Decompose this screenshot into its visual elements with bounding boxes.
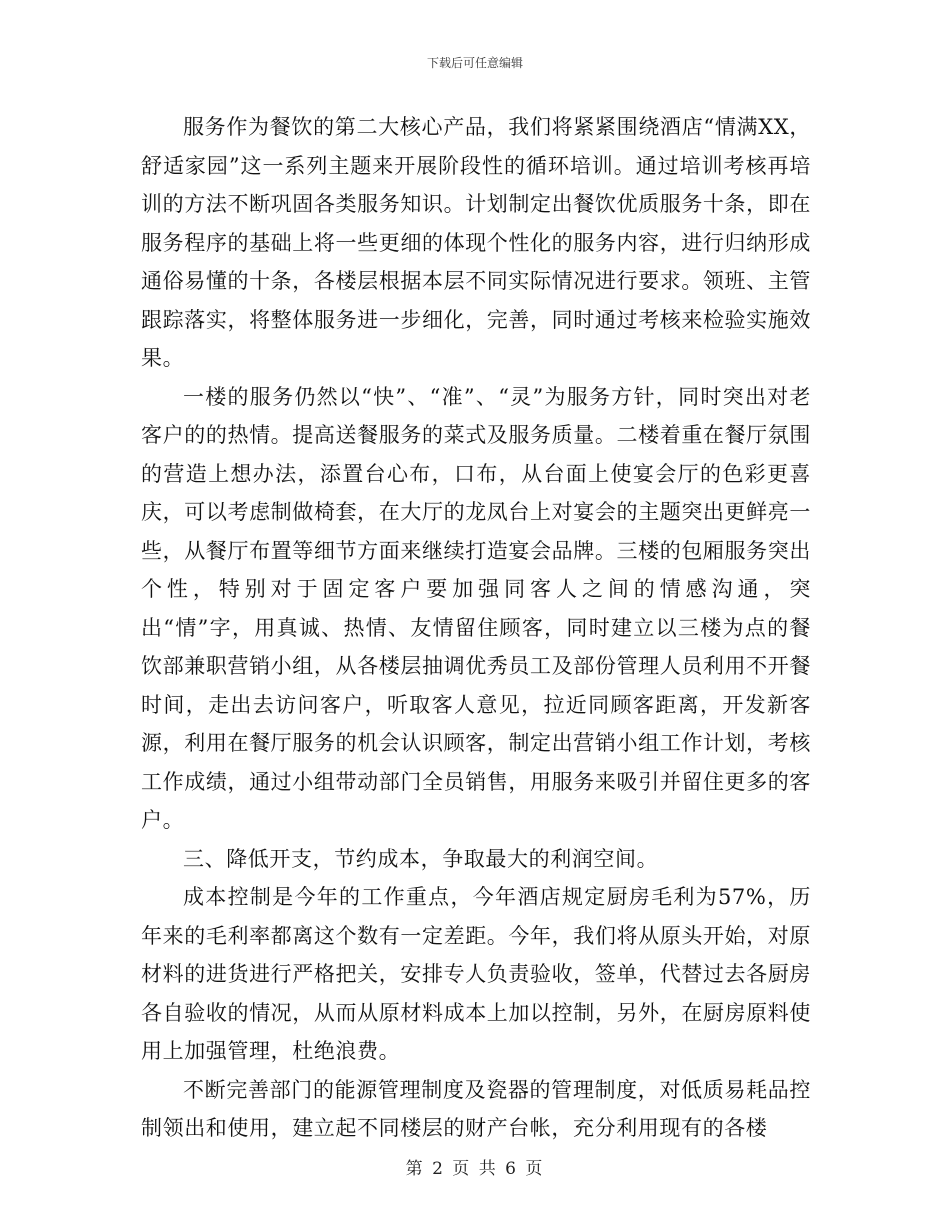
paragraph-cost-control: 成本控制是今年的工作重点，今年酒店规定厨房毛利为57%，历年来的毛利率都离这个数有一定差距。今年，我们将从原头开始，对原材料的进货进行严格把关，安排专人负责验收，签单，代替过去各厨房各自验收的情况，从而从原材料成本上加以控制，另外，在厨房原料使用上加强管理，杜绝浪费。 — [141, 885, 811, 1063]
document-body — [141, 108, 811, 1148]
paragraph-floor-services: 一楼的服务仍然以“快”、“准”、“灵”为服务方针，同时突出对老客户的的热情。提高送餐服务的菜式及服务质量。二楼着重在餐厅氛围的营造上想办法，添置台心布，口布，从台面上使宴会厅的色彩更喜庆，可以考虑制做椅套，在大厅的龙凤台上对宴会的主题突出更鲜亮一些，从餐厅布置等细节方面来继续打造宴会品牌。三楼的包厢服务突出个性，特别对于固定客户要加强同客人之间的情感沟通，突出“情”字，用真诚、热情、友情留住顾客，同时建立以三楼为点的餐饮部兼职营销小组，从各楼层抽调优秀员工及部份管理人员利用不开餐时间，走出去访问客户，听取客人意见，拉近同顾客距离，开发新客源，利用在餐厅服务的机会认识顾客，制定出营销小组工作计划，考核工作成绩，通过小组带动部门全员销售，用服务来吸引并留住更多的客户。 — [141, 384, 811, 832]
section-heading-cost-reduction: 三、降低开支，节约成本，争取最大的利润空间。 — [183, 846, 659, 871]
page-header-note: 下载后可任意编辑 — [426, 56, 523, 70]
paragraph-service-training: 服务作为餐饮的第二大核心产品，我们将紧紧围绕酒店“情满XX，舒适家园”这一系列主题来开展阶段性的循环培训。通过培训考核再培训的方法不断巩固各类服务知识。计划制定出餐饮优质服务十条，即在服务程序的基础上将一些更细的体现个性化的服务内容，进行归纳形成通俗易懂的十条，各楼层根据本层不同实际情况进行要求。领班、主管跟踪落实，将整体服务进一步细化，完善，同时通过考核来检验实施效果。 — [141, 115, 811, 370]
paragraph-energy-management: 不断完善部门的能源管理制度及瓷器的管理制度，对低质易耗品控制领出和使用，建立起不同楼层的财产台帐，充分利用现有的各楼 — [141, 1077, 811, 1140]
page-number-footer: 第 2 页 共 6 页 — [405, 1159, 545, 1179]
